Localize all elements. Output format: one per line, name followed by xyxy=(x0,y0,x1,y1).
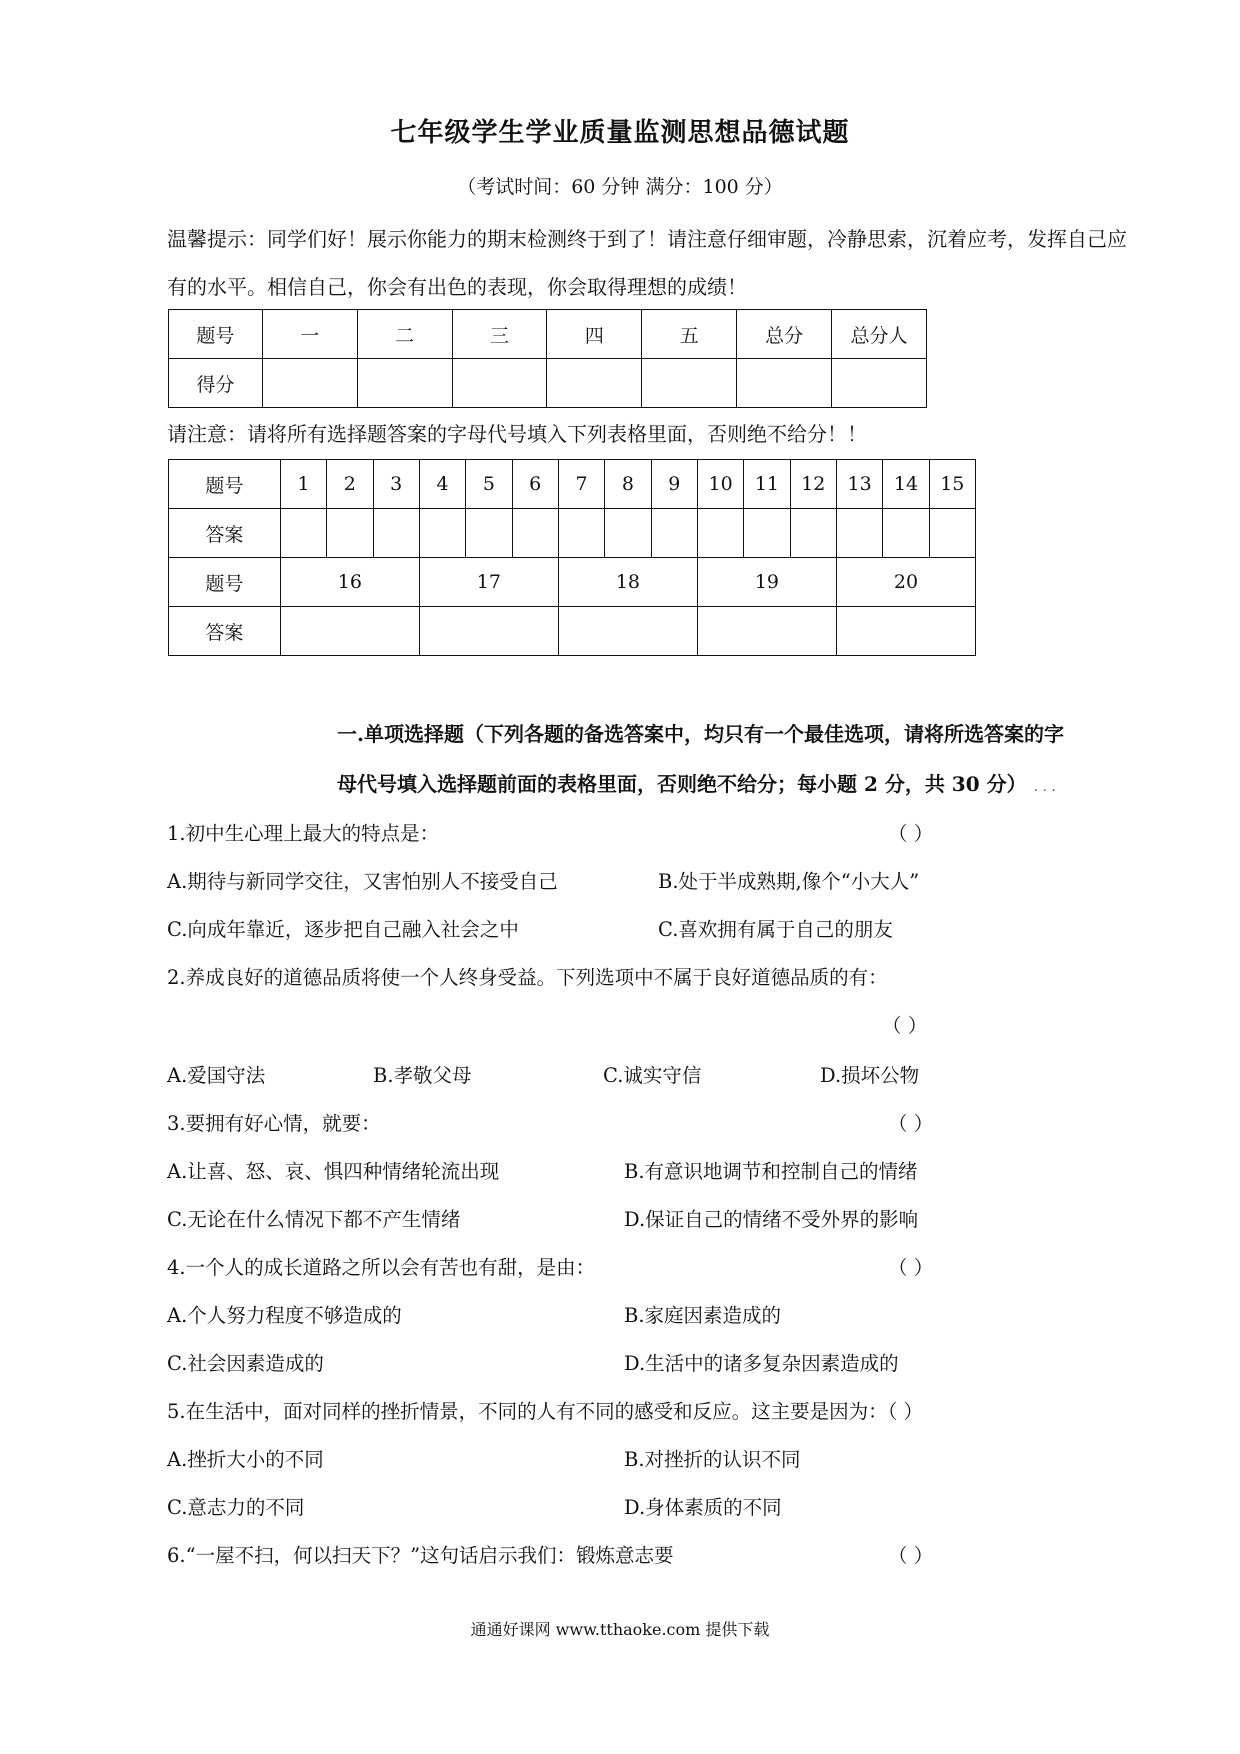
question-number: 12 xyxy=(790,460,836,509)
answer-bracket: （ ） xyxy=(882,1014,928,1037)
answer-cell[interactable] xyxy=(466,509,512,558)
section-heading-text: 母代号填入选择题前面的表格里面，否则绝不给分；每小题 2 分，共 30 分） xyxy=(337,772,1027,796)
answer-bracket: （ ） xyxy=(888,822,934,845)
answer-cell[interactable] xyxy=(697,607,836,656)
option-c: C.无论在什么情况下都不产生情绪 xyxy=(167,1208,461,1231)
answer-cell[interactable] xyxy=(558,607,697,656)
option-d: D.身体素质的不同 xyxy=(624,1496,782,1519)
question-number: 19 xyxy=(697,558,836,607)
question-stem: 3.要拥有好心情，就要： xyxy=(167,1112,381,1135)
question-number: 13 xyxy=(836,460,882,509)
score-cell: 四 xyxy=(547,310,642,359)
option-c: C.诚实守信 xyxy=(603,1064,702,1087)
question-number: 16 xyxy=(280,558,419,607)
option-d: D.损坏公物 xyxy=(820,1064,920,1087)
question-number: 4 xyxy=(419,460,465,509)
question-number: 7 xyxy=(558,460,604,509)
score-cell: 二 xyxy=(357,310,452,359)
score-cell: 题号 xyxy=(169,310,263,359)
option-a: A.爱国守法 xyxy=(167,1064,266,1087)
answer-cell[interactable] xyxy=(280,607,419,656)
answer-cell[interactable] xyxy=(744,509,790,558)
question-number: 17 xyxy=(419,558,558,607)
answer-cell[interactable] xyxy=(929,509,975,558)
score-cell: 一 xyxy=(262,310,357,359)
answer-row-label: 题号 xyxy=(169,460,281,509)
answer-number-row-2 xyxy=(169,558,976,607)
question-stem: 4.一个人的成长道路之所以会有苦也有甜，是由： xyxy=(167,1256,596,1279)
exam-info: （考试时间：60 分钟 满分：100 分） xyxy=(457,176,783,198)
warm-tip xyxy=(167,215,1127,311)
score-table xyxy=(168,309,927,408)
question-number: 2 xyxy=(327,460,373,509)
answer-cell[interactable] xyxy=(327,509,373,558)
answer-notice: 请注意：请将所有选择题答案的字母代号填入下列表格里面，否则绝不给分！！ xyxy=(167,422,867,446)
answer-entry-row-2 xyxy=(169,607,976,656)
option-a: A.挫折大小的不同 xyxy=(167,1448,324,1471)
question-number: 11 xyxy=(744,460,790,509)
answer-cell[interactable] xyxy=(373,509,419,558)
score-entry-cell[interactable] xyxy=(262,359,357,408)
option-d: D.保证自己的情绪不受外界的影响 xyxy=(624,1208,919,1231)
answer-cell[interactable] xyxy=(419,607,558,656)
score-entry-cell[interactable] xyxy=(737,359,832,408)
option-b: B.处于半成熟期,像个“小大人” xyxy=(658,870,920,893)
warm-tip-text: 温馨提示：同学们好！展示你能力的期末检测终于到了！请注意仔细审题，冷静思索，沉着应考，发挥自己应有的水平。相信自己，你会有出色的表现，你会取得理想的成绩！ xyxy=(167,227,1127,299)
answer-entry-row-1 xyxy=(169,509,976,558)
answer-cell[interactable] xyxy=(651,509,697,558)
option-b: B.孝敬父母 xyxy=(373,1064,472,1087)
question-number: 5 xyxy=(466,460,512,509)
answer-table xyxy=(168,459,976,656)
answer-cell[interactable] xyxy=(419,509,465,558)
score-entry-cell[interactable] xyxy=(547,359,642,408)
score-entry-cell[interactable] xyxy=(832,359,927,408)
option-d: D.生活中的诸多复杂因素造成的 xyxy=(624,1352,899,1375)
question-number: 10 xyxy=(697,460,743,509)
question-number: 3 xyxy=(373,460,419,509)
page-footer: 通通好课网 www.tthaoke.com 提供下载 xyxy=(470,1620,770,1639)
question-number: 20 xyxy=(836,558,975,607)
option-b: B.对挫折的认识不同 xyxy=(624,1448,801,1471)
score-cell: 五 xyxy=(642,310,737,359)
question-number: 1 xyxy=(280,460,326,509)
section-heading-line-1: 一.单项选择题（下列各题的备选答案中，均只有一个最佳选项，请将所选答案的字 xyxy=(337,722,1064,746)
question-number: 6 xyxy=(512,460,558,509)
answer-cell[interactable] xyxy=(697,509,743,558)
score-cell: 总分人 xyxy=(832,310,927,359)
option-b: B.家庭因素造成的 xyxy=(624,1304,782,1327)
page-title: 七年级学生学业质量监测思想品德试题 xyxy=(390,118,850,148)
question-number: 14 xyxy=(883,460,929,509)
answer-bracket: （ ） xyxy=(888,1112,934,1135)
score-entry-cell[interactable] xyxy=(357,359,452,408)
answer-number-row-1 xyxy=(169,460,976,509)
answer-row-label: 题号 xyxy=(169,558,281,607)
question-number: 15 xyxy=(929,460,975,509)
question-number: 18 xyxy=(558,558,697,607)
section-dots: . . . xyxy=(1033,779,1056,795)
score-entry-cell[interactable] xyxy=(642,359,737,408)
score-row-label: 得分 xyxy=(169,359,263,408)
option-d: C.喜欢拥有属于自己的朋友 xyxy=(658,918,893,941)
score-table-score-row xyxy=(169,359,927,408)
score-table-header-row xyxy=(169,310,927,359)
question-number: 9 xyxy=(651,460,697,509)
score-cell: 总分 xyxy=(737,310,832,359)
option-c: C.意志力的不同 xyxy=(167,1496,305,1519)
answer-cell[interactable] xyxy=(883,509,929,558)
option-a: A.让喜、怒、哀、惧四种情绪轮流出现 xyxy=(167,1160,500,1183)
option-a: A.期待与新同学交往，又害怕别人不接受自己 xyxy=(167,870,558,893)
answer-cell[interactable] xyxy=(605,509,651,558)
question-stem: 6.“一屋不扫，何以扫天下？”这句话启示我们：锻炼意志要 xyxy=(167,1544,674,1567)
answer-bracket: （ ） xyxy=(888,1544,934,1567)
answer-cell[interactable] xyxy=(790,509,836,558)
answer-cell[interactable] xyxy=(558,509,604,558)
question-number: 8 xyxy=(605,460,651,509)
option-b: B.有意识地调节和控制自己的情绪 xyxy=(624,1160,918,1183)
answer-bracket: （ ） xyxy=(888,1256,934,1279)
answer-cell[interactable] xyxy=(836,509,882,558)
score-cell: 三 xyxy=(452,310,547,359)
section-heading-line-2 xyxy=(337,768,1056,797)
answer-cell[interactable] xyxy=(836,607,975,656)
question-stem: 5.在生活中，面对同样的挫折情景，不同的人有不同的感受和反应。这主要是因为：（ ） xyxy=(167,1400,924,1423)
question-stem: 1.初中生心理上最大的特点是： xyxy=(167,822,440,845)
question-stem: 2.养成良好的道德品质将使一个人终身受益。下列选项中不属于良好道德品质的有： xyxy=(167,966,888,989)
option-a: A.个人努力程度不够造成的 xyxy=(167,1304,402,1327)
answer-cell[interactable] xyxy=(280,509,326,558)
answer-cell[interactable] xyxy=(512,509,558,558)
answer-row-label: 答案 xyxy=(169,509,281,558)
option-c: C.社会因素造成的 xyxy=(167,1352,324,1375)
option-c: C.向成年靠近，逐步把自己融入社会之中 xyxy=(167,918,519,941)
answer-row-label: 答案 xyxy=(169,607,281,656)
score-entry-cell[interactable] xyxy=(452,359,547,408)
